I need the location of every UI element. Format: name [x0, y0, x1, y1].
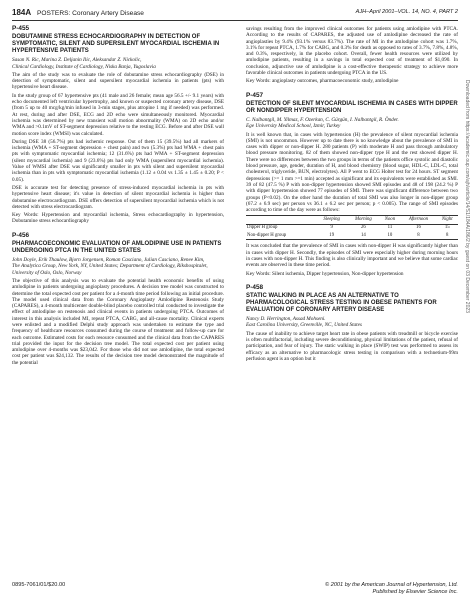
abstract-paragraph: DSE is accurate test for detecting presence of stress-induced myocardial ischemia in pts with hypertensive heart disease; it's value in detection of silent myocardial ischemia is higher than dobutamine electrocardiogram. DSE offers detection of supersilent myocardial ischemia which is not detected with stress electrocardiogram.	[12, 184, 224, 210]
footer-publisher	[325, 582, 458, 596]
smi-time-table	[246, 215, 458, 240]
abstract-authors: Sasan N. Ric, Marina Z. Deljanin Ilic, Aleksandar Z. Nickolic,	[12, 57, 142, 64]
abstract-p455	[12, 26, 224, 225]
table-header-cell: Morning	[347, 216, 379, 224]
right-column	[246, 26, 458, 364]
abstract-paragraph: It was concluded that the prevalence of SMI in cases with non-dipper H was significantly higher than in cases with dipper H. Secondly, the episodes of SMI were especially higher during morning hours in cases with non-dipper H. This finding is also clinically important and we believe that some cardiac events are observed in these time period.	[246, 243, 458, 269]
abstract-authors: C. Nalbantgil, M. Yilmaz, F. Ozerkan, C. Gürgün, I. Nalbantgil, R. Önder.	[246, 116, 399, 123]
abstract-p456-continued	[246, 26, 458, 85]
table-cell: 11	[387, 225, 393, 231]
abstract-keywords: Key Words: Hypertension and myocardial ischemia, Stress echocardiography in hypertension, Dobutamine stress echocardiography	[12, 212, 224, 225]
abstract-p457	[246, 93, 458, 277]
abstract-title: STATIC WALKING IN PLACE AS AN ALTERNATIVE TO PHARMACOLOGICAL STRESS TESTING IN OBESE PATIENTS FOR EVALUATION OF CORONARY ARTERY DISEASE	[246, 293, 437, 314]
table-cell: 19	[316, 232, 347, 240]
table-header-row	[246, 216, 458, 224]
table-row	[246, 232, 458, 240]
abstract-authors: John Doyle, Erik Thaulow, Bjorn Jorgensen, Roman Casciano, Julian Casciano, Renee Kim,	[12, 257, 205, 264]
table-cell: 10	[379, 232, 400, 240]
abstract-title: DOBUTAMINE STRESS ECHOCARDIOGRAPHY IN DETECTION OF SYMPTOMATIC, SILENT AND SUPERSILENT MYOCARDIAL ISCHEMIA IN HYPERTENSIVE PATIENTS	[12, 34, 220, 55]
abstract-id: P-456	[12, 231, 30, 239]
footer-publisher-line: Published by Elsevier Science Inc.	[372, 589, 458, 595]
abstract-id: P-457	[246, 91, 264, 99]
section-name: POSTERS: Coronary Artery Disease	[36, 10, 144, 17]
table-row	[246, 224, 458, 232]
table-cell: 26	[361, 225, 366, 231]
footer-copyright: © 2001 by the American Journal of Hypertension, Ltd.	[325, 582, 458, 588]
table-header-cell	[246, 216, 316, 224]
abstract-p458	[246, 285, 458, 362]
abstract-authors: Nancy D. Herrington, Assad Mohseni.	[246, 316, 326, 323]
abstract-affiliation: The Analytica Group, New York, NY, United States; Department of Cardiology, Rikshospitalet, University of Oslo, Oslo, Norway	[12, 263, 208, 276]
abstract-paragraph: In the study group of 67 hypertensive pts (41 male and 26 female; mean age 56.5 +/- 9.1 years) with echo documented left ventricular hypertrophy, and known or suspected coronary artery disease, DSE (from 5 up to 40 mcg/kg/min infused in 3-min stages, plus atropine 1 mg if needed) was performed. At rest, during and after DSE, ECG and 2D echo were simultaneously monitored. Myocardial ischemia was determined by new transient wall motion abnormality (WMA) on 2D echo and/or WMA and >0.1mV of ST-segment depression relative to the resting ECG. Before and after DSE wall motion score index (WMSI) was calculated.	[12, 92, 224, 137]
running-header	[12, 8, 144, 17]
table-header-cell: Night	[436, 216, 458, 224]
table-cell: Non-dipper H group	[246, 232, 316, 240]
abstract-keywords: Key Words: Silent ischemia, Dipper hypertension, Non-dipper hypertension	[246, 270, 404, 277]
table-cell: 8	[400, 232, 436, 240]
table-cell: 9	[330, 225, 333, 231]
abstract-id: P-455	[12, 25, 30, 32]
table-cell: 8	[436, 232, 458, 240]
abstract-paragraph: savings resulting from the improved clinical outcomes for patients using amlodipine with PTCA. According to the results of CAPARES, the adjusted use of amlodipine decreased the rate of angioplasties by 9.4% (93.1% versus 83.7%). The rate of MI in the amlodipine cohort was 1.7%, 3.1% for repeat PTCA, 1.7% for CABG, and 0.3% for death as opposed to rates of 3.7%, 7.8%, 4.8%, and 0.3%, respectively, in the placebo cohort. Overall, fewer health resources were utilized by amlodipine patients, resulting in a savings in total expected cost of treatment of $1,090. In conclusion, adjunctive use of amlodipine is a cost-effective therapeutic strategy to achieve more favorable clinical outcomes in patients undergoing PTCA in the US.	[246, 26, 458, 77]
table-cell: 15	[444, 225, 450, 231]
table-header-cell: Noon	[379, 216, 400, 224]
abstract-affiliation: Clinical Cardiology, Institute of Cardiology, Niska Banja, Yugoslavia	[12, 63, 156, 70]
table-header-cell: Sleeping	[316, 216, 347, 224]
abstract-title: DETECTION OF SILENT MYOCARDIAL ISCHEMIA IN CASES WITH DIPPER OR NONDIPPER HYPERTENSION	[246, 100, 458, 114]
left-column	[12, 26, 224, 368]
table-cell: 16	[416, 225, 421, 231]
download-watermark: Downloaded from https://academic.oup.com/ajh/article/14/S1/184A/186/2 by guest on 03 December 2023	[464, 80, 470, 313]
abstract-affiliation: Ege University Medical School, Izmir, Turkey	[246, 123, 341, 130]
page-number: 184A	[12, 8, 32, 17]
abstract-paragraph: The aim of the study was to evaluate the role of dobutamine stress echocardiography (DSE) in detection of symptomatic, silent and supersilent myocardial ischemia in patients (pts) with hypertensive heart disease.	[12, 71, 224, 91]
header-rule	[12, 20, 458, 21]
abstract-affiliation: East Carolina University, Greenville, NC, United States	[246, 322, 362, 329]
abstract-keywords: Key Words: angioplasty outcomes, pharmacoeconomic study, amlodipine	[246, 78, 399, 85]
table-header-cell: Afternoon	[400, 216, 436, 224]
abstract-p456	[12, 233, 224, 366]
abstract-paragraph: During DSE 38 (56.7%) pts had ischemic response. Out of them 15 (39.5%) had all markers of ischemia (WMA + ST-segment depression + chest pain) and two (5.3%) pts had WMA + chest pain pts with symptomatic myocardial ischemia; 12 (31.6%) pts had WMA + ST-segment depression (silent myocardial ischemia) and 9 (23.6%) pts had only WMA (supersilent myocardial ischemia). Value of WMSI after DSE was significantly smaller in pts with silent and supersilent myocardial ischemia than in pts with symptomatic myocardial ischemia (1.12 ± 0.04 vs 1.35 ± 1.45 ± 0.20; P < 0.05).	[12, 138, 224, 183]
abstract-paragraph: It is well known that, in cases with hypertension (H) the prevalence of silent myocardial ischemia (SMI) is not uncommon. However up to date there is no knowledge about the prevalence of SMI in cases with dipper or non-dipper H. 280 patients (P) with moderate H and pass through ambulatory blood pressure monitoring. 82 of them showed non-dipper type H and the rest showed dipper H. There were no differences between the two groups in terms of the patients office systolic and diastolic blood pressure, age, gender, duration of H, and blood chemistry (blood sugar, HDL-C, LDL-C, total cholesterol, triglyceride, BUN, electrolytes). All P went to ECG Holter test for 24 hours. ST segment depressions (>= 1 mm >=1 min) accepted as significant and its equivalents were established as SMI. 39 of 82 (47.5 %) P with non-dipper hypertension showed SMI episodes and 48 of 198 (24.2 %) P with dipper hypertension showed 77 episodes of SMI. There was significant difference between two groups (P<0.02). On the other hand the duration of total SMI was also longer in non-dipper group (67.2 ± 6.9 sec) per person vs 36.1 ± 6.2 sec per person; p < 0.005). The range of SMI episodes according to time of the day were as follows:	[246, 131, 458, 214]
table-cell: Dipper H group	[247, 225, 278, 231]
journal-citation: AJH–April 2001–VOL. 14, NO. 4, PART 2	[355, 9, 458, 15]
abstract-paragraph: The objective of this analysis was to evaluate the potential health economic benefits of using amlodipine in patients undergoing angioplasty procedures. A decision tree model was constructed to determine the total expected cost per patient for a 4-month time period following an initial procedure. The model used clinical data from the Coronary Angioplasty Amlodipine Restenosis Study (CAPARES), a 4-month multicenter double-blind placebo controlled trial conducted to investigate the effect of amlodipine on restenosis and clinical events in patients undergoing PTCA. Outcomes of interest in this analysis included MI, repeat PTCA, CABG, and all-cause mortality. Clinical experts were enlisted and a modified Delphi study approach was undertaken to estimate the type and frequency of healthcare resources consumed during the course of treatment and follow-up care for each outcome. Estimated costs for each resource consumed and the clinical data from the CAPARES trial provided the input for the decision tree model. The total expected cost per patient using amlodipine over 4-months was $23,042. For those who did not use amlodipine, the total expected cost per patient was $24,132. The results of the decision tree model demonstrated the magnitude of the potential	[12, 277, 224, 366]
abstract-id: P-458	[246, 283, 264, 291]
abstract-paragraph: The cause of inability to achieve target heart rate in obese patients with treadmill or bicycle exercise is often multifactorial, including severe deconditioning, physical limitations of the patient, refusal of participation, and fear of injury. The static walking in place (SWIP) test was performed to assess its efficacy as an alternative to pharmacologic stress testing in comparison with a technetium-99m perfusion agent is an option but it	[246, 330, 458, 362]
footer-code: 0895-7061/01/$20.00	[12, 582, 66, 588]
abstract-title: PHARMACOECONOMIC EVALUATION OF AMLODIPINE USE IN PATIENTS UNDERGOING PTCA IN THE UNITED STATES	[12, 241, 222, 255]
table-cell: 14	[347, 232, 379, 240]
